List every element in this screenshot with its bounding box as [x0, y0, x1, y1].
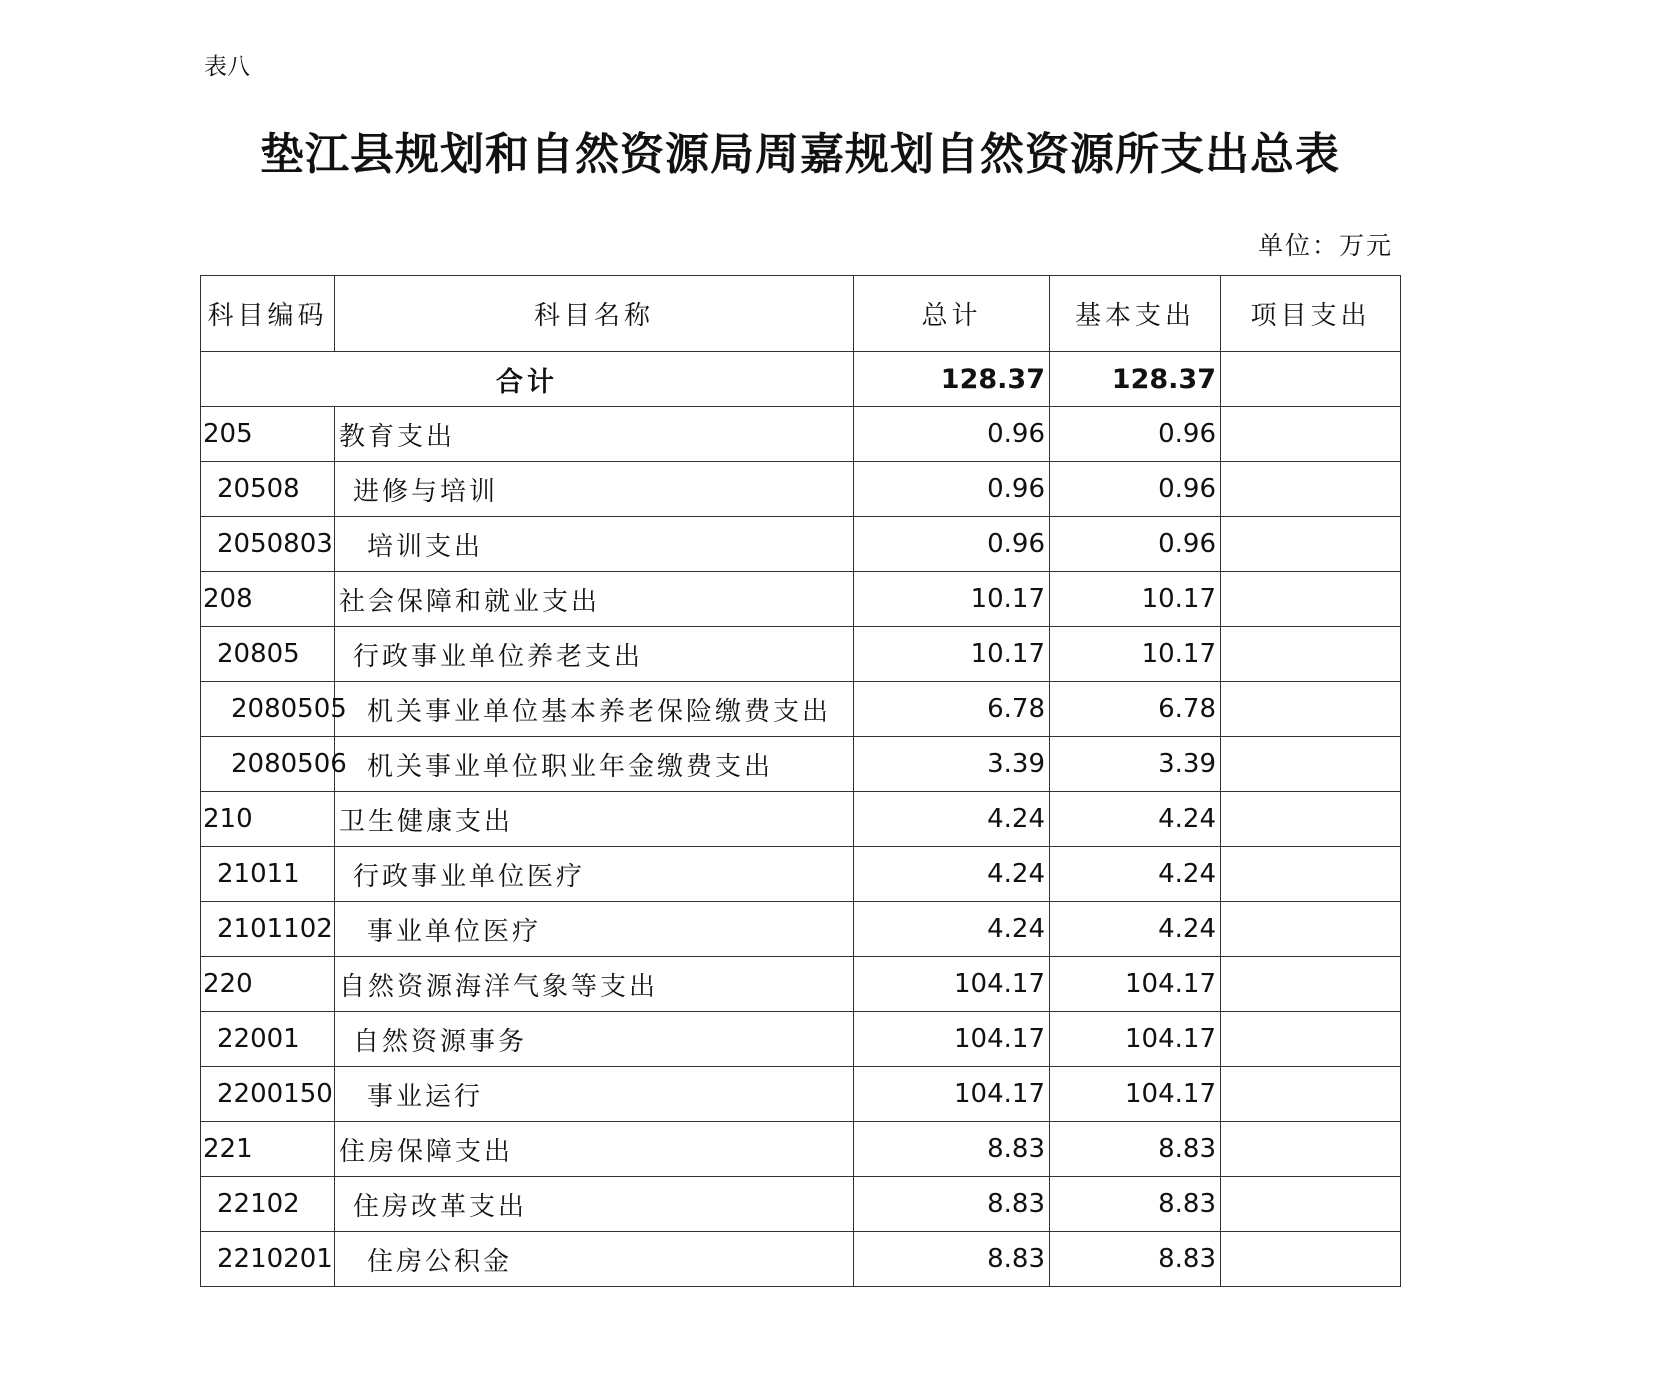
- total-basic: 128.37: [1050, 352, 1221, 407]
- row-name: 自然资源海洋气象等支出: [335, 957, 854, 1012]
- table-row: [201, 1067, 1401, 1122]
- row-basic: 0.96: [1050, 517, 1221, 572]
- table-row: [201, 902, 1401, 957]
- table-row: [201, 957, 1401, 1012]
- table-row: [201, 627, 1401, 682]
- row-name: 行政事业单位养老支出: [335, 627, 854, 682]
- row-total: 3.39: [854, 737, 1050, 792]
- row-total: 0.96: [854, 517, 1050, 572]
- row-basic: 8.83: [1050, 1122, 1221, 1177]
- table-row: [201, 517, 1401, 572]
- table-row: [201, 462, 1401, 517]
- row-name: 卫生健康支出: [335, 792, 854, 847]
- row-code: 208: [201, 572, 335, 627]
- row-name: 行政事业单位医疗: [335, 847, 854, 902]
- row-total: 4.24: [854, 902, 1050, 957]
- row-name: 自然资源事务: [335, 1012, 854, 1067]
- row-project: [1221, 902, 1401, 957]
- row-code: 205: [201, 407, 335, 462]
- table-row: [201, 572, 1401, 627]
- row-project: [1221, 792, 1401, 847]
- row-total: 10.17: [854, 627, 1050, 682]
- row-code: 2200150: [201, 1067, 335, 1122]
- row-basic: 104.17: [1050, 957, 1221, 1012]
- row-name: 住房改革支出: [335, 1177, 854, 1232]
- total-label: 合计: [201, 352, 854, 407]
- row-code: 210: [201, 792, 335, 847]
- row-basic: 104.17: [1050, 1067, 1221, 1122]
- row-total: 8.83: [854, 1122, 1050, 1177]
- header-basic: 基本支出: [1050, 276, 1221, 352]
- row-basic: 4.24: [1050, 902, 1221, 957]
- row-name: 住房公积金: [335, 1232, 854, 1287]
- row-total: 8.83: [854, 1232, 1050, 1287]
- row-name: 事业运行: [335, 1067, 854, 1122]
- row-basic: 8.83: [1050, 1177, 1221, 1232]
- table-row: [201, 1012, 1401, 1067]
- row-project: [1221, 407, 1401, 462]
- row-code: 2080506: [201, 737, 335, 792]
- total-row: [201, 352, 1401, 407]
- header-code: 科目编码: [201, 276, 335, 352]
- table-row: [201, 847, 1401, 902]
- expenditure-table: [200, 275, 1401, 1287]
- row-code: 20508: [201, 462, 335, 517]
- row-basic: 3.39: [1050, 737, 1221, 792]
- table-row: [201, 1232, 1401, 1287]
- row-basic: 0.96: [1050, 462, 1221, 517]
- row-name: 机关事业单位职业年金缴费支出: [335, 737, 854, 792]
- table-header-row: [201, 276, 1401, 352]
- unit-label: 单位：万元: [1257, 231, 1393, 260]
- table-row: [201, 407, 1401, 462]
- row-code: 220: [201, 957, 335, 1012]
- row-name: 培训支出: [335, 517, 854, 572]
- row-total: 4.24: [854, 847, 1050, 902]
- row-total: 0.96: [854, 407, 1050, 462]
- row-total: 104.17: [854, 957, 1050, 1012]
- table-row: [201, 737, 1401, 792]
- row-project: [1221, 957, 1401, 1012]
- row-project: [1221, 517, 1401, 572]
- row-project: [1221, 1122, 1401, 1177]
- row-code: 20805: [201, 627, 335, 682]
- row-code: 2050803: [201, 517, 335, 572]
- row-project: [1221, 1012, 1401, 1067]
- row-total: 10.17: [854, 572, 1050, 627]
- row-name: 住房保障支出: [335, 1122, 854, 1177]
- row-code: 221: [201, 1122, 335, 1177]
- row-name: 教育支出: [335, 407, 854, 462]
- table-row: [201, 682, 1401, 737]
- row-code: 2080505: [201, 682, 335, 737]
- row-basic: 6.78: [1050, 682, 1221, 737]
- table-label: 表八: [204, 54, 250, 80]
- row-basic: 104.17: [1050, 1012, 1221, 1067]
- row-total: 0.96: [854, 462, 1050, 517]
- row-project: [1221, 1232, 1401, 1287]
- row-code: 22102: [201, 1177, 335, 1232]
- row-total: 4.24: [854, 792, 1050, 847]
- header-name: 科目名称: [335, 276, 854, 352]
- total-project: [1221, 352, 1401, 407]
- row-project: [1221, 462, 1401, 517]
- header-total: 总计: [854, 276, 1050, 352]
- row-total: 8.83: [854, 1177, 1050, 1232]
- row-total: 6.78: [854, 682, 1050, 737]
- row-basic: 10.17: [1050, 572, 1221, 627]
- row-code: 2210201: [201, 1232, 335, 1287]
- row-code: 22001: [201, 1012, 335, 1067]
- row-total: 104.17: [854, 1012, 1050, 1067]
- row-project: [1221, 1067, 1401, 1122]
- header-project: 项目支出: [1221, 276, 1401, 352]
- row-basic: 0.96: [1050, 407, 1221, 462]
- row-name: 事业单位医疗: [335, 902, 854, 957]
- row-code: 2101102: [201, 902, 335, 957]
- row-total: 104.17: [854, 1067, 1050, 1122]
- row-project: [1221, 1177, 1401, 1232]
- row-basic: 4.24: [1050, 792, 1221, 847]
- row-name: 社会保障和就业支出: [335, 572, 854, 627]
- page-title: 垫江县规划和自然资源局周嘉规划自然资源所支出总表: [260, 129, 1340, 180]
- row-project: [1221, 847, 1401, 902]
- row-basic: 10.17: [1050, 627, 1221, 682]
- row-project: [1221, 627, 1401, 682]
- row-name: 进修与培训: [335, 462, 854, 517]
- row-basic: 8.83: [1050, 1232, 1221, 1287]
- table-row: [201, 1122, 1401, 1177]
- total-total: 128.37: [854, 352, 1050, 407]
- row-project: [1221, 572, 1401, 627]
- row-basic: 4.24: [1050, 847, 1221, 902]
- table-row: [201, 792, 1401, 847]
- row-code: 21011: [201, 847, 335, 902]
- row-project: [1221, 737, 1401, 792]
- table-row: [201, 1177, 1401, 1232]
- row-project: [1221, 682, 1401, 737]
- row-name: 机关事业单位基本养老保险缴费支出: [335, 682, 854, 737]
